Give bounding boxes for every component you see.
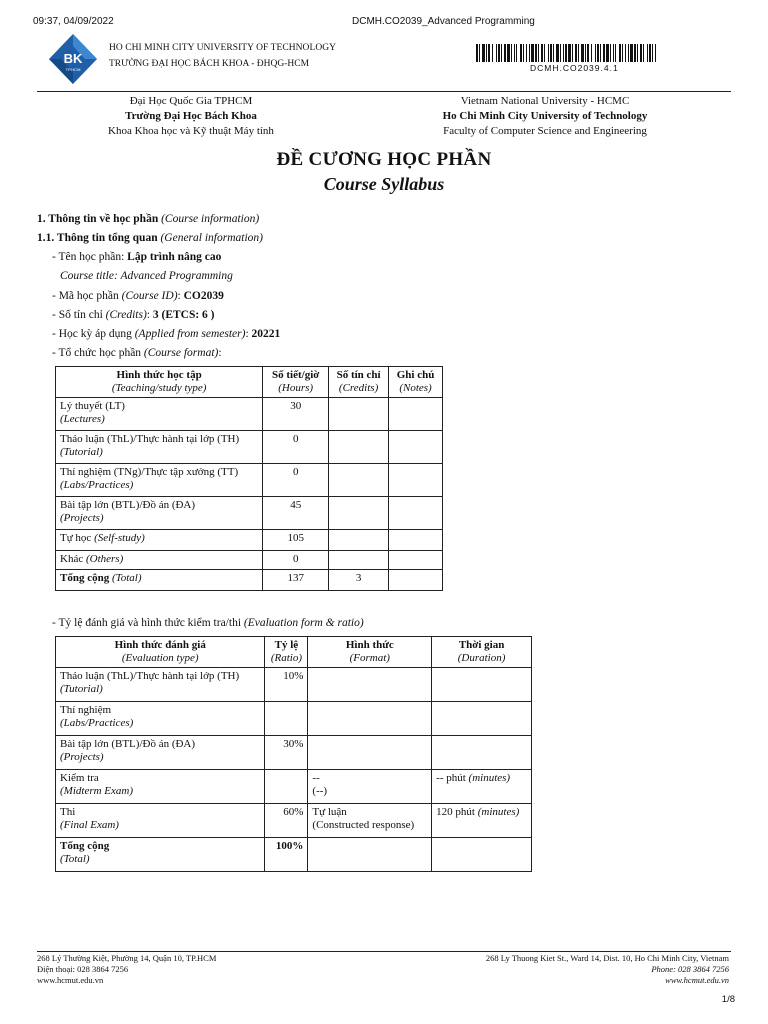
format-line: - Tổ chức học phần (Course format): [52, 347, 222, 359]
section-1-heading [37, 213, 259, 225]
format-hours-cell: 0 [263, 464, 329, 497]
table-row [56, 736, 532, 770]
format-type-cell: Khác (Others) [56, 551, 263, 570]
course-id-label: - Mã học phần [52, 290, 122, 302]
credits-label: - Số tín chỉ [52, 309, 106, 321]
org-vi-line2: Trường Đại Học Bách Khoa [125, 110, 257, 122]
eval-duration-cell [432, 702, 532, 736]
format-credits-cell [329, 398, 389, 431]
eval-type-cell: Thí nghiệm (Labs/Practices) [56, 702, 265, 736]
table-row [56, 497, 443, 530]
format-col-notes: Ghi chú (Notes) [389, 367, 443, 398]
eval-ratio-cell: 10% [265, 668, 308, 702]
eval-format-cell [308, 736, 432, 770]
university-logo [48, 33, 98, 85]
evaluation-line [52, 617, 364, 629]
semester-label: - Học kỳ áp dụng [52, 328, 135, 340]
format-notes-cell [389, 398, 443, 431]
eval-format-cell [308, 838, 432, 872]
table-row [56, 770, 532, 804]
eval-ratio-cell: 30% [265, 736, 308, 770]
course-title-label: Course title [60, 270, 114, 282]
format-notes-cell [389, 464, 443, 497]
eval-type-cell: Kiểm tra (Midterm Exam) [56, 770, 265, 804]
table-row [56, 398, 443, 431]
eval-format-cell: -- (--) [308, 770, 432, 804]
course-name-line [52, 251, 221, 263]
table-row [56, 702, 532, 736]
eval-type-cell: Thảo luận (ThL)/Thực hành tại lớp (TH) (Tutorial) [56, 668, 265, 702]
footer-en-address: 268 Ly Thuong Kiet St., Ward 14, Dist. 10, Ho Chi Minh City, Vietnam [485, 953, 729, 963]
print-header [0, 16, 768, 30]
format-credits-cell [329, 464, 389, 497]
table-row [56, 464, 443, 497]
footer-en-phone: Phone: 028 3864 7256 [651, 964, 729, 974]
footer-vi-website: www.hcmut.edu.vn [37, 975, 104, 985]
footer-en-website: www.hcmut.edu.vn [665, 975, 729, 985]
format-notes-cell [389, 551, 443, 570]
credits-value: 3 (ETCS: 6 ) [152, 309, 215, 321]
org-vi-line1: Đại Học Quốc Gia TPHCM [129, 95, 253, 107]
eval-col-type: Hình thức đánh giá (Evaluation type) [56, 637, 265, 668]
evaluation-table-header [56, 637, 532, 668]
eval-duration-cell [432, 838, 532, 872]
org-header-vi [84, 94, 298, 139]
format-type-cell: Lý thuyết (LT) (Lectures) [56, 398, 263, 431]
format-type-cell: Tổng cộng (Total) [56, 570, 263, 591]
section-1-1-heading [37, 232, 263, 244]
eval-format-cell [308, 702, 432, 736]
university-name-en: HO CHI MINH CITY UNIVERSITY OF TECHNOLOGY [109, 43, 337, 53]
org-en-line3: Faculty of Computer Science and Engineering [443, 125, 647, 137]
format-type-cell: Tự học (Self-study) [56, 530, 263, 551]
eval-type-cell: Thi (Final Exam) [56, 804, 265, 838]
table-row [56, 530, 443, 551]
logo-subtext: TP.HCM [65, 67, 81, 72]
evaluation-label: - Tỷ lệ đánh giá và hình thức kiểm tra/thi [52, 617, 244, 629]
course-id-line: - Mã học phần (Course ID): CO2039 [52, 290, 224, 302]
course-format-table [55, 366, 443, 591]
course-title-value: : Advanced Programming [114, 270, 233, 282]
footer-vi-address: 268 Lý Thường Kiệt, Phường 14, Quận 10, TP.HCM [37, 953, 217, 963]
org-vi-line3: Khoa Khoa học và Kỹ thuật Máy tính [108, 125, 274, 137]
evaluation-table [55, 636, 532, 872]
format-credits-cell [329, 551, 389, 570]
section-1-1-title: 1.1. Thông tin tổng quan [37, 232, 158, 244]
eval-ratio-cell: 60% [265, 804, 308, 838]
footer-address-vi [37, 953, 216, 986]
print-timestamp: 09:37, 04/09/2022 [33, 16, 114, 27]
format-notes-cell [389, 570, 443, 591]
table-row-total [56, 838, 532, 872]
format-credits-cell [329, 431, 389, 464]
table-row [56, 804, 532, 838]
logo-text: BK [63, 51, 83, 66]
format-hours-cell: 30 [263, 398, 329, 431]
format-col-credits: Số tín chỉ (Credits) [329, 367, 389, 398]
credits-label-en: (Credits) [105, 309, 147, 321]
eval-col-format: Hình thức (Format) [308, 637, 432, 668]
document-code: DCMH.CO2039.4.1 [530, 63, 619, 73]
footer-vi-phone: Điện thoại: 028 3864 7256 [37, 964, 129, 974]
format-hours-cell: 137 [263, 570, 329, 591]
eval-col-ratio: Tỷ lệ (Ratio) [265, 637, 308, 668]
course-id-value: CO2039 [183, 290, 224, 302]
print-document-title: DCMH.CO2039_Advanced Programming [352, 16, 535, 27]
eval-duration-cell [432, 736, 532, 770]
table-row [56, 431, 443, 464]
format-col-type: Hình thức học tập (Teaching/study type) [56, 367, 263, 398]
format-notes-cell [389, 497, 443, 530]
format-col-hours: Số tiết/giờ (Hours) [263, 367, 329, 398]
eval-format-cell [308, 668, 432, 702]
format-credits-cell [329, 530, 389, 551]
course-name-label: - Tên học phần: [52, 251, 128, 263]
section-1-title-en: (Course information) [161, 213, 260, 225]
format-credits-cell: 3 [329, 570, 389, 591]
document-title-en: Course Syllabus [323, 174, 445, 194]
barcode [476, 44, 656, 62]
semester-label-en: (Applied from semester) [134, 328, 246, 340]
eval-ratio-cell [265, 770, 308, 804]
org-en-line1: Vietnam National University - HCMC [460, 95, 630, 107]
format-label: - Tổ chức học phần [52, 347, 144, 359]
university-name-vi: TRƯỜNG ĐẠI HỌC BÁCH KHOA - ĐHQG-HCM [109, 59, 310, 69]
eval-duration-cell: 120 phút (minutes) [432, 804, 532, 838]
format-label-en: (Course format) [143, 347, 219, 359]
eval-ratio-cell: 100% [265, 838, 308, 872]
credits-line: - Số tín chỉ (Credits): 3 (ETCS: 6 ) [52, 309, 215, 321]
document-title-vi: ĐỀ CƯƠNG HỌC PHẦN [276, 149, 492, 170]
course-title-line [60, 270, 233, 282]
footer-divider [37, 951, 731, 952]
footer-address-en [486, 953, 729, 986]
eval-type-cell: Bài tập lớn (BTL)/Đồ án (ĐA) (Projects) [56, 736, 265, 770]
format-notes-cell [389, 530, 443, 551]
format-table-header [56, 367, 443, 398]
eval-type-cell: Tổng cộng (Total) [56, 838, 265, 872]
section-1-1-title-en: (General information) [160, 232, 263, 244]
header-divider [37, 91, 731, 92]
org-header-en [420, 94, 670, 139]
page-number: 1/8 [721, 994, 735, 1005]
eval-format-cell: Tự luận (Constructed response) [308, 804, 432, 838]
format-credits-cell [329, 497, 389, 530]
format-hours-cell: 0 [263, 431, 329, 464]
eval-duration-cell: -- phút (minutes) [432, 770, 532, 804]
table-row-total [56, 570, 443, 591]
course-id-label-en: (Course ID) [121, 290, 178, 302]
eval-ratio-cell [265, 702, 308, 736]
format-type-cell: Thí nghiệm (TNg)/Thực tập xưởng (TT) (Labs/Practices) [56, 464, 263, 497]
semester-value: 20221 [251, 328, 281, 340]
eval-duration-cell [432, 668, 532, 702]
format-hours-cell: 45 [263, 497, 329, 530]
section-1-title: 1. Thông tin về học phần [37, 213, 159, 225]
table-row [56, 551, 443, 570]
course-name-value: Lập trình nâng cao [127, 251, 222, 263]
format-hours-cell: 0 [263, 551, 329, 570]
format-type-cell: Thảo luận (ThL)/Thực hành tại lớp (TH) (Tutorial) [56, 431, 263, 464]
evaluation-label-en: (Evaluation form & ratio) [243, 617, 364, 629]
format-type-cell: Bài tập lớn (BTL)/Đồ án (ĐA) (Projects) [56, 497, 263, 530]
format-hours-cell: 105 [263, 530, 329, 551]
eval-col-duration: Thời gian (Duration) [432, 637, 532, 668]
format-notes-cell [389, 431, 443, 464]
table-row [56, 668, 532, 702]
semester-line: - Học kỳ áp dụng (Applied from semester): 20221 [52, 328, 281, 340]
org-en-line2: Ho Chi Minh City University of Technology [442, 110, 648, 122]
